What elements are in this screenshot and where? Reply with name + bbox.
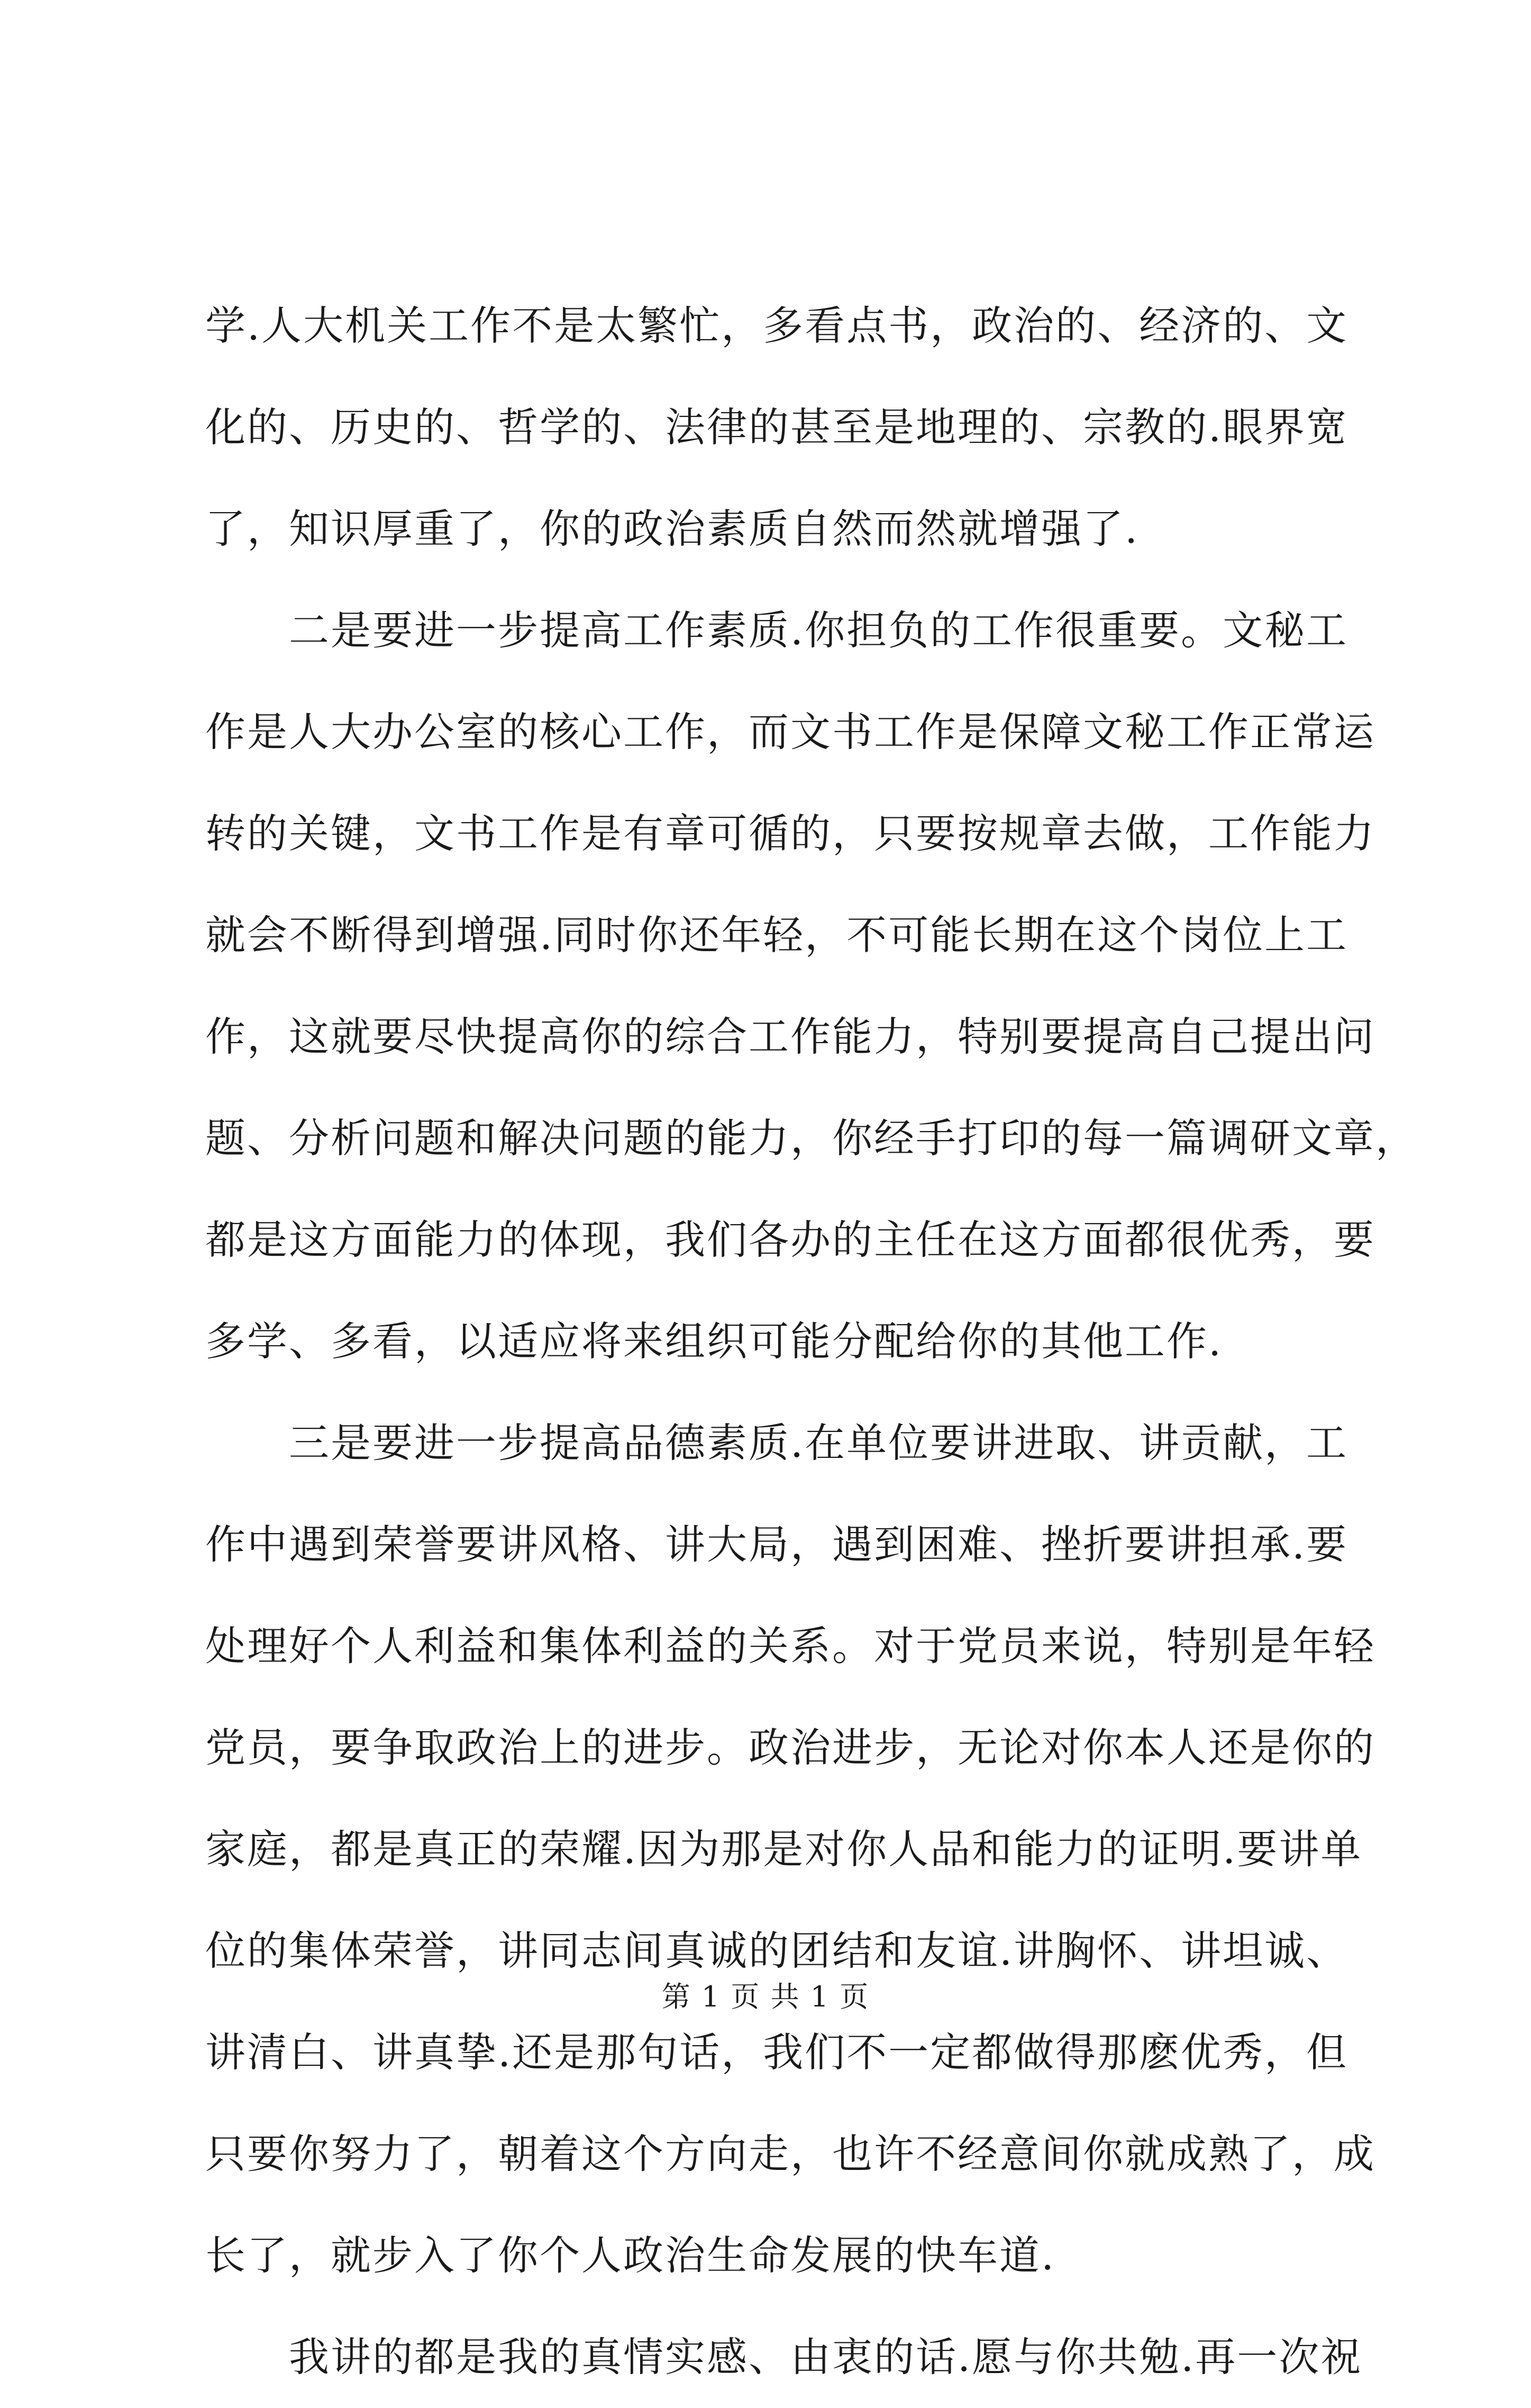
- text-line: 都是这方面能力的体现，我们各办的主任在这方面都很优秀，要: [205, 1216, 1375, 1263]
- text-line: 作中遇到荣誉要讲风格、讲大局，遇到困难、挫折要讲担承.要: [205, 1521, 1348, 1568]
- text-line: 就会不断得到增强.同时你还年轻，不可能长期在这个岗位上工: [205, 911, 1348, 959]
- text-line: 作是人大办公室的核心工作，而文书工作是保障文秘工作正常运: [205, 708, 1375, 755]
- page-footer: 第 1 页 共 1 页: [661, 1980, 870, 2013]
- text-line: 多学、多看，以适应将来组织可能分配给你的其他工作.: [205, 1318, 1223, 1365]
- text-line: 化的、历史的、哲学的、法律的甚至是地理的、宗教的.眼界宽: [205, 404, 1348, 451]
- text-line: 题、分析问题和解决问题的能力，你经手打印的每一篇调研文章，: [205, 1115, 1417, 1162]
- text-line: 学.人大机关工作不是太繁忙，多看点书，政治的、经济的、文: [205, 302, 1348, 349]
- text-line: 家庭，都是真正的荣耀.因为那是对你人品和能力的证明.要讲单: [205, 1826, 1363, 1873]
- document-body: [205, 275, 1417, 2408]
- text-line: 二是要进一步提高工作素质.你担负的工作很重要。文秘工: [205, 607, 1348, 654]
- text-line: 长了，就步入了你个人政治生命发展的快车道.: [205, 2232, 1056, 2279]
- text-line: 只要你努力了，朝着这个方向走，也许不经意间你就成熟了，成: [205, 2130, 1375, 2177]
- text-line: 了，知识厚重了，你的政治素质自然而然就增强了.: [205, 505, 1140, 552]
- text-line: 我讲的都是我的真情实感、由衷的话.愿与你共勉.再一次祝: [205, 2333, 1363, 2380]
- text-line: 作，这就要尽快提高你的综合工作能力，特别要提高自己提出问: [205, 1013, 1375, 1060]
- text-line: 转的关键，文书工作是有章可循的，只要按规章去做，工作能力: [205, 810, 1375, 857]
- text-line: 处理好个人利益和集体利益的关系。对于党员来说，特别是年轻: [205, 1622, 1375, 1670]
- text-line: 讲清白、讲真挚.还是那句话，我们不一定都做得那麽优秀，但: [205, 2029, 1348, 2076]
- text-line: 党员，要争取政治上的进步。政治进步，无论对你本人还是你的: [205, 1724, 1375, 1771]
- text-line: 三是要进一步提高品德素质.在单位要讲进取、讲贡献，工: [205, 1419, 1348, 1466]
- text-line: 位的集体荣誉，讲同志间真诚的团结和友谊.讲胸怀、讲坦诚、: [205, 1927, 1348, 1974]
